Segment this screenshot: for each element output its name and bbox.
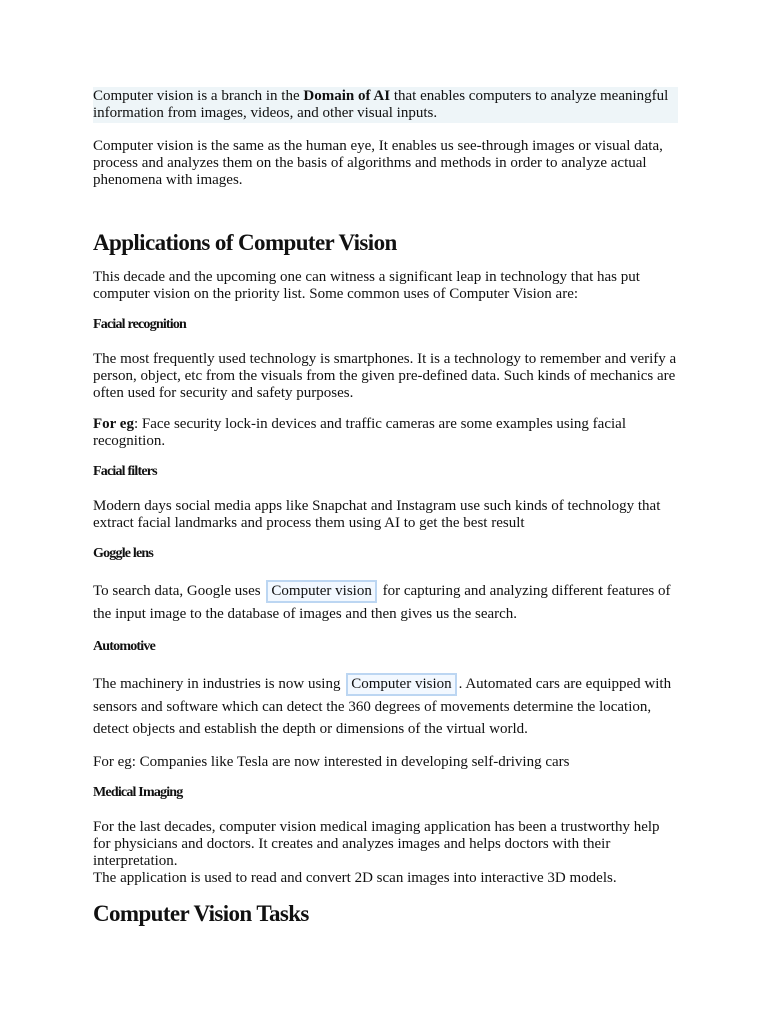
example-text: : Face security lock-in devices and traffic cameras are some examples using facial recognition.: [93, 416, 626, 449]
goggle-lens-text: [93, 580, 678, 625]
applications-intro: This decade and the upcoming one can witness a significant leap in technology that has put computer vision on the priority list. Some common uses of Computer Vision are:: [93, 269, 640, 302]
intro-text-after: that enables computers to analyze meaningful information from images, videos, and other visual inputs.: [93, 88, 669, 121]
computer-vision-link[interactable]: Computer vision: [266, 580, 376, 603]
intro-text-before: Computer vision is a branch in the: [93, 88, 304, 104]
automotive-text-before: The machinery in industries is now using: [93, 676, 345, 692]
example-label: For eg: [93, 416, 134, 432]
medical-imaging-text-2: The application is used to read and convert 2D scan images into interactive 3D models.: [93, 870, 617, 886]
automotive-text: [93, 673, 678, 740]
intro-bold-term: Domain of AI: [303, 88, 391, 104]
article-content: [93, 87, 678, 927]
facial-recognition-example: [93, 416, 678, 450]
goggle-lens-text-before: To search data, Google uses: [93, 583, 265, 599]
goggle-lens-heading: Goggle lens: [93, 546, 154, 561]
tasks-heading: Computer Vision Tasks: [93, 901, 309, 926]
goggle-lens-text-after: for capturing and analyzing different features of the input image to the database of images and then gives us the search.: [93, 583, 671, 622]
medical-imaging-heading: Medical Imaging: [93, 785, 183, 800]
automotive-heading: Automotive: [93, 639, 155, 654]
definition-paragraph: Computer vision is the same as the human eye, It enables us see-through images or visual data, process and analyzes them on the basis of algorithms and methods in order to analyze actual phenomena with images.: [93, 138, 663, 188]
facial-recognition-text: The most frequently used technology is smartphones. It is a technology to remember and verify a person, object, etc from the visuals from the given pre-defined data. Such kinds of mechanics are often used for security and safety purposes.: [93, 351, 677, 401]
facial-filters-heading: Facial filters: [93, 464, 157, 479]
automotive-example: For eg: Companies like Tesla are now interested in developing self-driving cars: [93, 754, 570, 770]
facial-recognition-heading: Facial recognition: [93, 317, 187, 332]
applications-heading: Applications of Computer Vision: [93, 230, 397, 255]
facial-filters-text: Modern days social media apps like Snapchat and Instagram use such kinds of technology that extract facial landmarks and process them using AI to get the best result: [93, 498, 661, 531]
intro-highlight: [93, 87, 678, 123]
automotive-text-after: . Automated cars are equipped with sensors and software which can detect the 360 degrees of movements determine the location, detect objects and establish the depth or dimensions of the virtual world.: [93, 676, 672, 737]
medical-imaging-text-1: For the last decades, computer vision medical imaging application has been a trustworthy help for physicians and doctors. It creates and analyzes images and helps doctors with their interpretation.: [93, 819, 660, 869]
computer-vision-link[interactable]: Computer vision: [346, 673, 456, 696]
